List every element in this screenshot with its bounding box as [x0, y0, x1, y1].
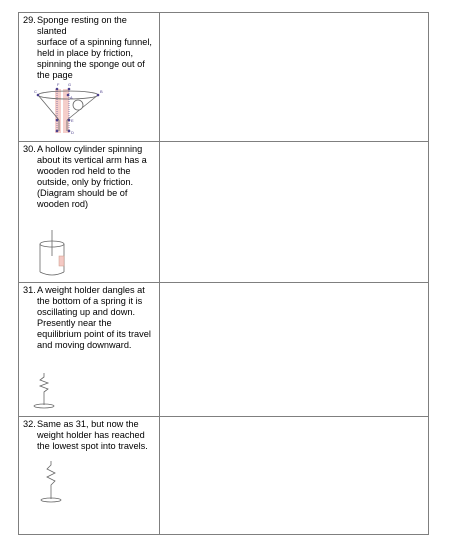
question-text: A weight holder dangles at the bottom of a spring it is oscillating up and down. Presently near the equilibrium point of its travel and moving downward.	[37, 285, 151, 350]
svg-text:B: B	[100, 89, 103, 94]
svg-text:A: A	[70, 95, 73, 100]
table-row	[19, 13, 428, 141]
answer-cell[interactable]	[160, 283, 428, 416]
question-number: 31.	[23, 285, 36, 295]
answer-cell[interactable]	[160, 142, 428, 282]
question-text: A hollow cylinder spinning about its vertical arm has a wooden rod held to the outside, only by friction. (Diagram should be of wooden rod)	[37, 144, 147, 209]
svg-text:D: D	[71, 130, 74, 135]
svg-text:F: F	[57, 82, 60, 87]
question-text: Same as 31, but now the weight holder has reached the lowest spot into travels.	[37, 419, 148, 451]
spring-diagram	[29, 373, 69, 417]
svg-text:G: G	[68, 82, 72, 87]
table-row	[19, 141, 428, 282]
question-number: 30.	[23, 144, 36, 154]
question-number: 32.	[23, 419, 36, 429]
funnel-diagram	[33, 75, 108, 137]
answer-cell[interactable]	[160, 417, 428, 534]
question-cell	[19, 417, 159, 534]
table-row	[19, 282, 428, 416]
cylinder-diagram	[37, 230, 77, 278]
answer-cell[interactable]	[160, 13, 428, 141]
question-cell	[19, 13, 159, 141]
table-row	[19, 416, 428, 534]
svg-text:E: E	[71, 118, 74, 123]
spring-diagram	[36, 461, 76, 511]
table	[18, 12, 429, 535]
question-text: Sponge resting on the slanted surface of a spinning funnel, held in place by friction, spinning the sponge out of the page	[37, 15, 152, 80]
svg-text:C: C	[34, 89, 37, 94]
question-cell	[19, 142, 159, 282]
question-number: 29.	[23, 15, 36, 25]
question-cell	[19, 283, 159, 416]
